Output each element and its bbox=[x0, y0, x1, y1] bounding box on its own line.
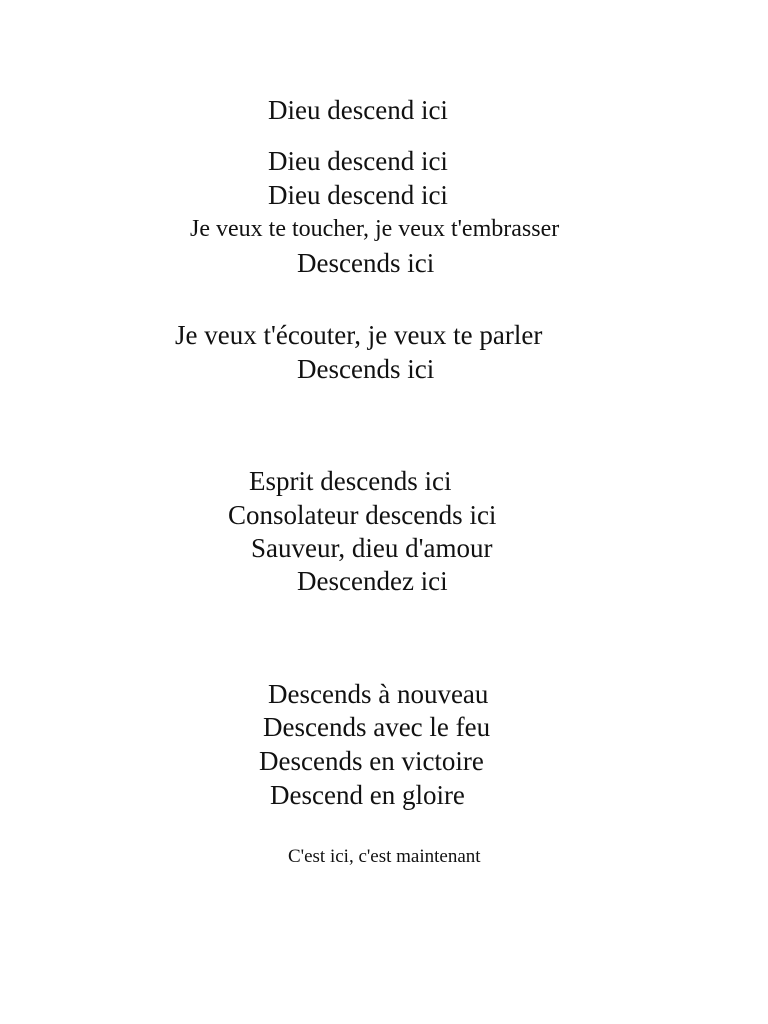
lyric-line: Je veux t'écouter, je veux te parler bbox=[175, 320, 543, 350]
lyric-line: Consolateur descends ici bbox=[228, 500, 497, 530]
lyric-line: Descends ici bbox=[297, 354, 435, 384]
closing-line: C'est ici, c'est maintenant bbox=[288, 846, 481, 867]
lyric-line: Sauveur, dieu d'amour bbox=[251, 533, 493, 563]
lyric-line: Descends à nouveau bbox=[268, 679, 489, 709]
lyric-line: Je veux te toucher, je veux t'embrasser bbox=[190, 216, 560, 242]
lyric-line: Descend en gloire bbox=[270, 780, 465, 810]
lyric-line: Descends avec le feu bbox=[263, 712, 491, 742]
lyric-line: Dieu descend ici bbox=[268, 180, 448, 210]
lyric-line: Descends ici bbox=[297, 248, 435, 278]
lyric-line: Dieu descend ici bbox=[268, 146, 448, 176]
lyric-line: Esprit descends ici bbox=[249, 466, 452, 496]
lyric-line: Dieu descend ici bbox=[268, 95, 448, 125]
lyric-line: Descendez ici bbox=[297, 566, 448, 596]
lyric-line: Descends en victoire bbox=[259, 746, 484, 776]
